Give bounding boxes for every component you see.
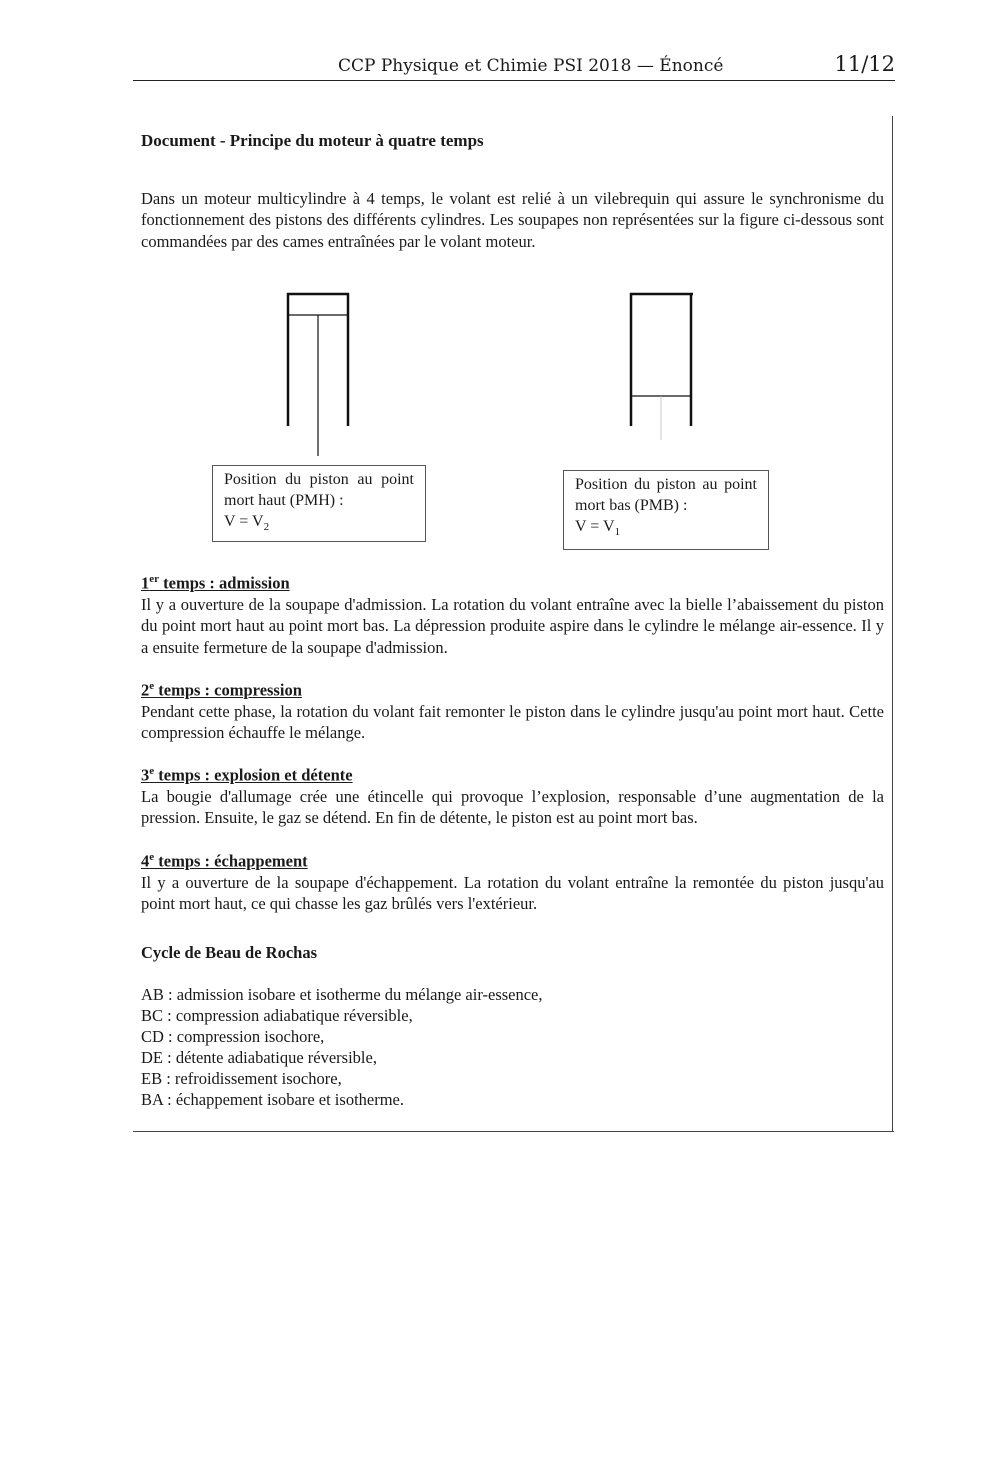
- page-number: 11/12: [834, 52, 895, 76]
- caption-pmb: [563, 470, 769, 550]
- section-body-explosion: La bougie d'allumage crée une étincelle qui provoque l’explosion, responsable d’une augmentation de la pression. Ensuite, le gaz se détend. En fin de détente, le piston est au point mort bas.: [141, 787, 884, 828]
- caption-pmh-subscript: 2: [263, 521, 270, 534]
- document-title: Document - Principe du moteur à quatre temps: [141, 131, 484, 150]
- cylinder-pmb: [630, 293, 693, 440]
- section-number: 4: [141, 851, 150, 871]
- section-label: temps : échappement: [154, 851, 308, 871]
- section-ordinal: e: [149, 765, 155, 777]
- cycle-step-ab: AB : admission isobare et isotherme du mélange air-essence,: [141, 985, 543, 1004]
- section-body-compression: Pendant cette phase, la rotation du volant fait remonter le piston dans le cylindre jusqu'au point mort haut. Cette compression échauffe le mélange.: [141, 702, 884, 743]
- cycle-step-ba: BA : échappement isobare et isotherme.: [141, 1090, 405, 1109]
- cycle-title: Cycle de Beau de Rochas: [141, 943, 317, 962]
- section-title-echappement: [141, 851, 308, 872]
- cycle-step-de: DE : détente adiabatique réversible,: [141, 1048, 377, 1067]
- cycle-step-eb: EB : refroidissement isochore,: [141, 1069, 342, 1088]
- caption-pmb-subscript: 1: [614, 526, 621, 539]
- section-body-admission: Il y a ouverture de la soupape d'admission. La rotation du volant entraîne avec la bielle l’abaissement du piston du point mort haut au point mort bas. La dépression produite aspire dans le cylindre le mélange air-essence. Il y a ensuite fermeture de la soupape d'admission.: [141, 595, 884, 657]
- section-title-compression: [141, 680, 302, 701]
- section-label: temps : explosion et détente: [154, 765, 353, 785]
- section-ordinal: e: [149, 680, 155, 692]
- header-title: CCP Physique et Chimie PSI 2018 — Énoncé: [338, 56, 724, 76]
- cycle-step-cd: CD : compression isochore,: [141, 1027, 325, 1046]
- intro-paragraph: Dans un moteur multicylindre à 4 temps, le volant est relié à un vilebrequin qui assure le synchronisme du fonctionnement des pistons des différents cylindres. Les soupapes non représentées sur la figure ci-dessous sont commandées par des cames entraînées par le volant moteur.: [141, 189, 884, 251]
- frame-bottom-border: [133, 1131, 894, 1132]
- section-title-explosion: [141, 765, 353, 786]
- piston-diagram: [0, 0, 1004, 470]
- section-number: 3: [141, 765, 150, 785]
- section-ordinal: er: [149, 573, 160, 585]
- cycle-steps-list: [141, 984, 543, 1110]
- caption-pmb-volume: V = V: [575, 518, 615, 535]
- caption-pmh: [212, 465, 426, 542]
- section-body-echappement: Il y a ouverture de la soupape d'échappement. La rotation du volant entraîne la remontée du piston jusqu'au point mort haut, ce qui chasse les gaz brûlés vers l'extérieur.: [141, 873, 884, 914]
- section-number: 1: [141, 573, 150, 593]
- section-number: 2: [141, 680, 150, 700]
- section-label: temps : admission: [159, 573, 290, 593]
- cycle-step-bc: BC : compression adiabatique réversible,: [141, 1006, 413, 1025]
- caption-pmh-volume: V = V: [224, 513, 264, 530]
- cylinder-pmh: [287, 293, 349, 456]
- section-label: temps : compression: [154, 680, 302, 700]
- caption-pmb-text: Position du piston au point mort bas (PMB) :: [575, 476, 757, 514]
- caption-pmh-text: Position du piston au point mort haut (PMH) :: [224, 471, 414, 509]
- section-title-admission: [141, 573, 290, 594]
- section-ordinal: e: [149, 851, 155, 863]
